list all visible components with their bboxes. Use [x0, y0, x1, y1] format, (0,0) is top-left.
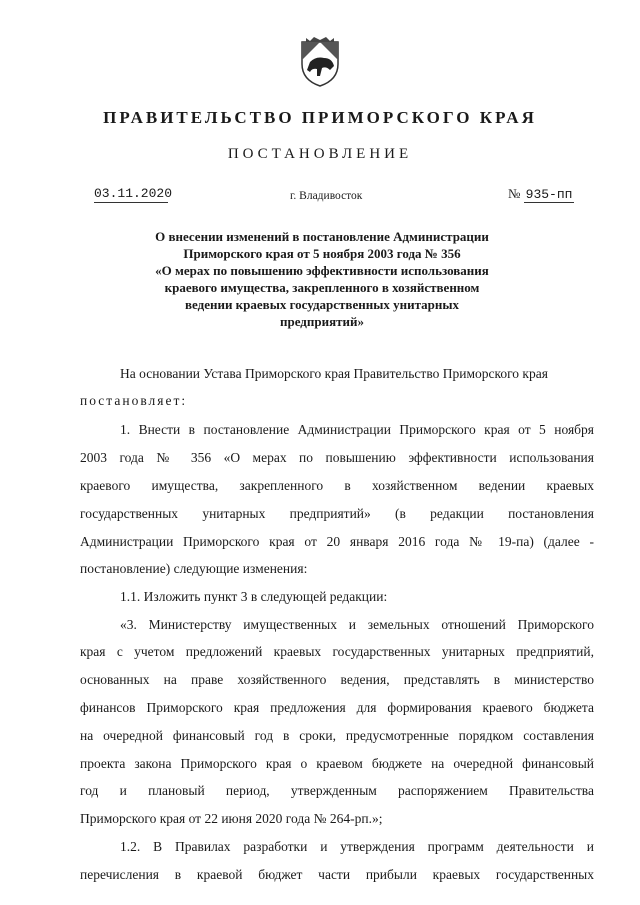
- document-type: ПОСТАНОВЛЕНИЕ: [227, 146, 413, 162]
- body-line: 1.2. В Правилах разработки и утверждения программ деятельности и: [120, 839, 594, 854]
- subject-line: предприятий»: [279, 314, 364, 329]
- body-line: финансов Приморского края предложения для формирования краевого бюджета: [80, 700, 594, 715]
- body-line: Приморского края от 22 июня 2020 года № 264-рп.»;: [80, 811, 383, 826]
- body-line: «3. Министерству имущественных и земельных отношений Приморского: [120, 617, 594, 632]
- number-value: 935-пп: [525, 187, 573, 202]
- primorsky-krai-coat-of-arms-icon: [298, 36, 342, 88]
- document-city: г. Владивосток: [290, 190, 363, 202]
- body-line: Администрации Приморского края от 20 января 2016 года № 19-па) (далее -: [80, 534, 594, 549]
- body-line: год и плановый период, утвержденным распоряжением Правительства: [80, 783, 594, 798]
- subject-line: Приморского края от 5 ноября 2003 года № 356: [183, 246, 461, 261]
- government-title: ПРАВИТЕЛЬСТВО ПРИМОРСКОГО КРАЯ: [103, 108, 537, 127]
- subject-line: ведении краевых государственных унитарных: [185, 297, 459, 312]
- body-line: 1. Внести в постановление Администрации Приморского края от 5 ноября: [120, 422, 594, 437]
- body-line: На основании Устава Приморского края Правительство Приморского края: [120, 366, 548, 381]
- subject-line: «О мерах по повышению эффективности использования: [155, 263, 489, 278]
- body-line: на очередной финансовый год в сроки, предусмотренные порядком составления: [80, 728, 594, 743]
- body-line: перечисления в краевой бюджет части прибыли краевых государственных: [80, 867, 594, 882]
- body-line: государственных унитарных предприятий» (в редакции постановления: [80, 506, 594, 521]
- body-line: проекта закона Приморского края о краевом бюджете на очередной финансовый: [80, 756, 594, 771]
- body-line: 2003 года № 356 «О мерах по повышению эффективности использования: [80, 450, 594, 465]
- document-number: [508, 186, 574, 202]
- subject-line: О внесении изменений в постановление Администрации: [155, 229, 489, 244]
- subject-line: краевого имущества, закрепленного в хозяйственном: [164, 280, 480, 295]
- document-date: 03.11.2020: [94, 186, 173, 201]
- body-line: краевого имущества, закрепленного в хозяйственном ведении краевых: [80, 478, 594, 493]
- body-line: постановляет:: [80, 393, 188, 408]
- body-line: постановление) следующие изменения:: [80, 561, 308, 576]
- document-subject: [130, 228, 514, 330]
- body-line: основанных на праве хозяйственного ведения, представлять в министерство: [80, 672, 594, 687]
- body-line: 1.1. Изложить пункт 3 в следующей редакции:: [120, 589, 388, 604]
- body-line: края с учетом предложений краевых государственных унитарных предприятий,: [80, 644, 594, 659]
- number-prefix: №: [508, 186, 521, 201]
